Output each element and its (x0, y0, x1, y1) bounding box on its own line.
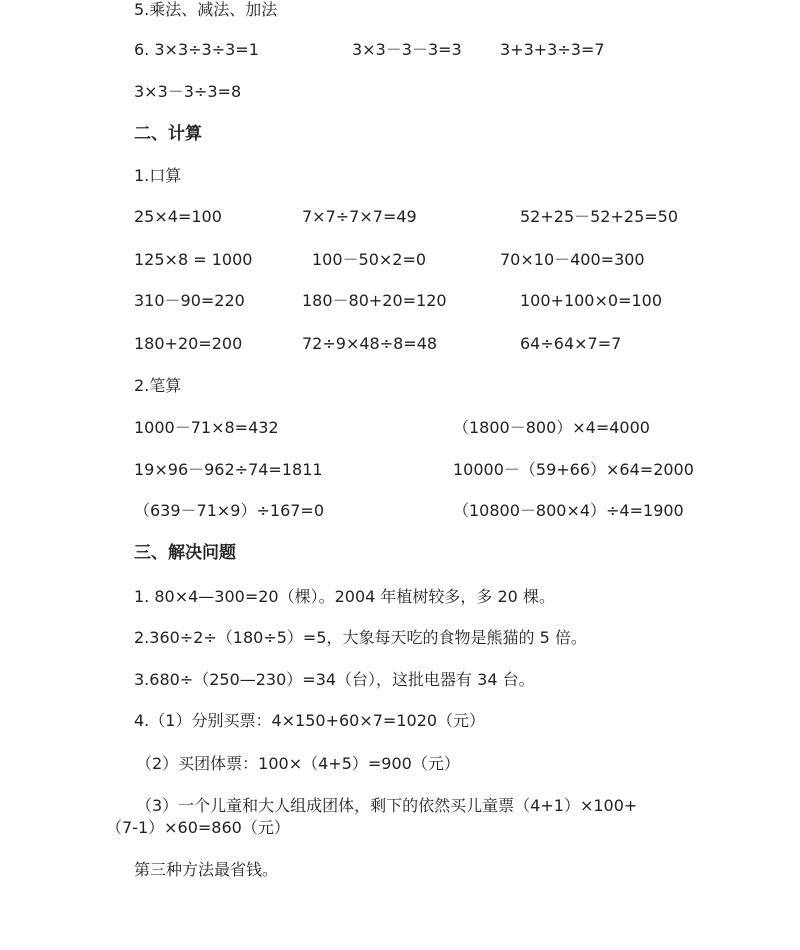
problem-answer-4-part-3-line-1: （3）一个儿童和大人组成团体，剩下的依然买儿童票（4+1）×100+ (136, 796, 638, 815)
oral-item: 100+100×0=100 (520, 291, 663, 310)
problem-answer-4-part-2: （2）买团体票：100×（4+5）=900（元） (136, 754, 460, 773)
conclusion: 第三种方法最省钱。 (134, 860, 279, 879)
section-title-calculation: 二、计算 (134, 124, 202, 144)
oral-item: 52+25－52+25=50 (520, 207, 679, 226)
oral-item: 310－90=220 (134, 291, 245, 310)
answer-5: 5.乘法、减法、加法 (134, 0, 278, 19)
section-title-problems: 三、解决问题 (134, 543, 236, 563)
problem-answer-4-part-3-line-2: （7-1）×60=860（元） (106, 818, 290, 837)
oral-item: 180+20=200 (134, 334, 243, 353)
written-item: 19×96－962÷74=1811 (134, 460, 323, 479)
written-item: （639－71×9）÷167=0 (134, 501, 325, 520)
written-item: 10000－（59+66）×64=2000 (453, 460, 694, 479)
subsection-title-oral: 1.口算 (134, 166, 182, 185)
answer-6-a: 6. 3×3÷3÷3=1 (134, 40, 259, 59)
oral-item: 70×10－400=300 (500, 250, 645, 269)
answer-6-d: 3×3－3÷3=8 (134, 82, 242, 101)
subsection-title-written: 2.笔算 (134, 376, 182, 395)
written-item: （1800－800）×4=4000 (453, 418, 650, 437)
oral-item: 7×7÷7×7=49 (302, 207, 417, 226)
answer-6-b: 3×3－3－3=3 (352, 40, 462, 59)
oral-item: 180－80+20=120 (302, 291, 447, 310)
problem-answer-1: 1. 80×4—300=20（棵）。2004 年植树较多，多 20 棵。 (134, 587, 555, 606)
problem-answer-2: 2.360÷2÷（180÷5）=5，大象每天吃的食物是熊猫的 5 倍。 (134, 628, 587, 647)
oral-item: 100－50×2=0 (312, 250, 427, 269)
problem-answer-3: 3.680÷（250—230）=34（台），这批电器有 34 台。 (134, 670, 535, 689)
oral-item: 25×4=100 (134, 207, 222, 226)
oral-item: 72÷9×48÷8=48 (302, 334, 438, 353)
oral-item: 125×8 = 1000 (134, 250, 253, 269)
written-item: （10800－800×4）÷4=1900 (453, 501, 684, 520)
written-item: 1000－71×8=432 (134, 418, 279, 437)
problem-answer-4-part-1: 4.（1）分别买票：4×150+60×7=1020（元） (134, 711, 486, 730)
oral-item: 64÷64×7=7 (520, 334, 622, 353)
answer-6-c: 3+3+3÷3=7 (500, 40, 605, 59)
